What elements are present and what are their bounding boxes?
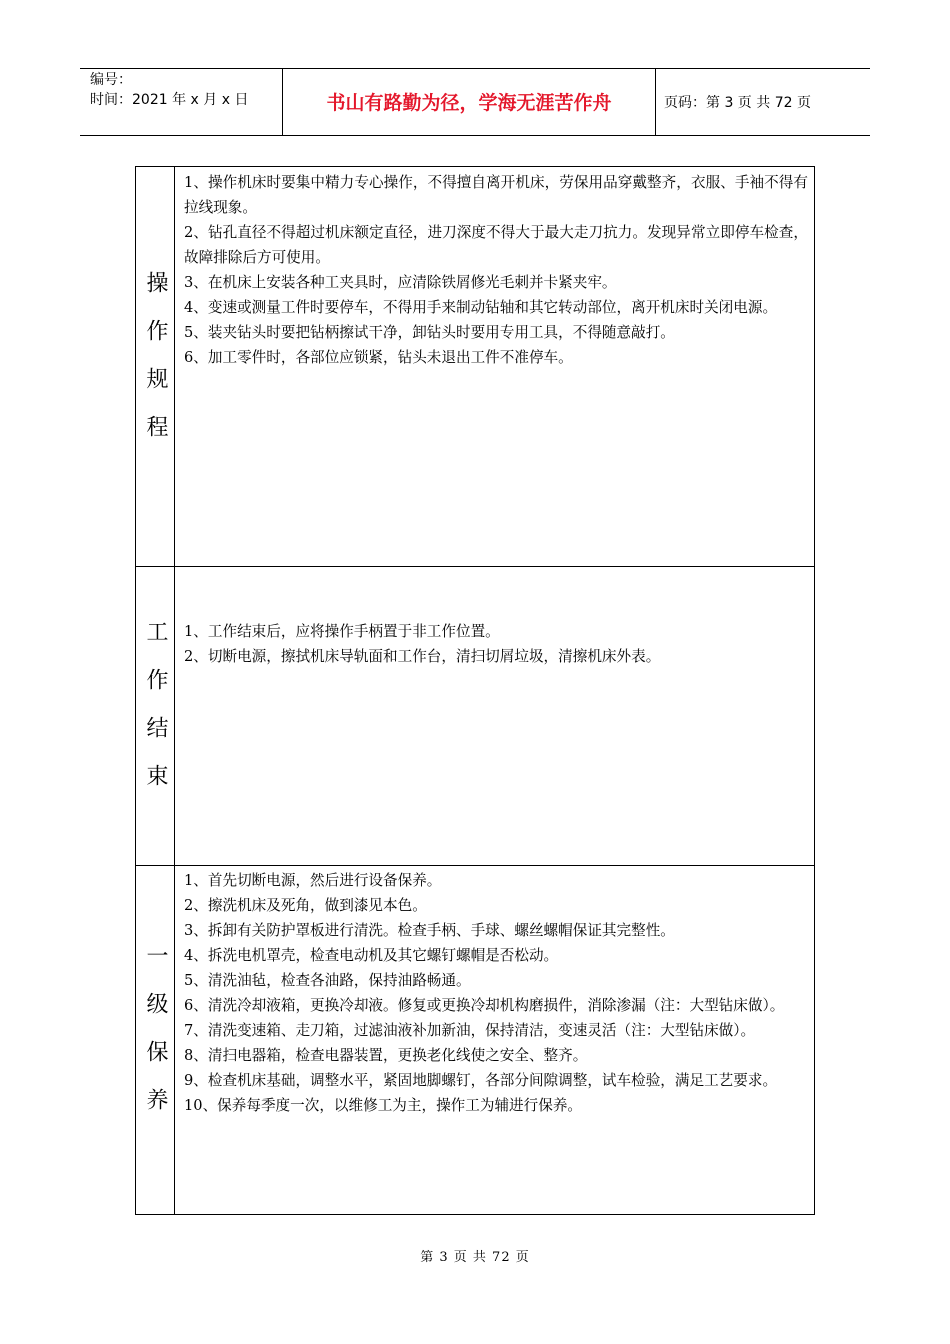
document-number-label: 编号： xyxy=(90,72,132,88)
list-item: 1、操作机床时要集中精力专心操作，不得擅自离开机床，劳保用品穿戴整齐，衣服、手袖不得有拉线现象。 xyxy=(184,174,808,216)
section-content-first-level-maintenance xyxy=(184,868,808,1118)
list-item: 10、保养每季度一次，以维修工为主，操作工为辅进行保养。 xyxy=(184,1097,583,1114)
list-item: 1、首先切断电源，然后进行设备保养。 xyxy=(184,872,442,889)
list-item: 3、在机床上安装各种工夹具时，应清除铁屑修光毛刺并卡紧夹牢。 xyxy=(184,274,617,291)
header-top-rule xyxy=(80,68,870,69)
section-title-work-end: 工作结束 xyxy=(143,620,168,812)
table-row-divider xyxy=(135,566,815,567)
list-item: 5、装夹钻头时要把钻柄擦试干净，卸钻头时要用专用工具，不得随意敲打。 xyxy=(184,324,675,341)
list-item: 2、钻孔直径不得超过机床额定直径，进刀深度不得大于最大走刀抗力。发现异常立即停车检查，故障排除后方可使用。 xyxy=(184,224,808,266)
list-item: 8、清扫电器箱，检查电器装置，更换老化线使之安全、整齐。 xyxy=(184,1047,588,1064)
section-content-operation-rules xyxy=(184,170,808,370)
header-motto: 书山有路勤为径，学海无涯苦作舟 xyxy=(326,92,612,114)
section-title-first-level-maintenance: 一级保养 xyxy=(143,944,168,1136)
table-row-divider xyxy=(135,865,815,866)
list-item: 9、检查机床基础，调整水平，紧固地脚螺钉，各部分间隙调整，试车检验，满足工艺要求。 xyxy=(184,1072,778,1089)
list-item: 4、拆洗电机罩壳，检查电动机及其它螺钉螺帽是否松动。 xyxy=(184,947,559,964)
list-item: 4、变速或测量工件时要停车，不得用手来制动钻轴和其它转动部位，离开机床时关闭电源。 xyxy=(184,299,778,316)
footer-page-number: 第 3 页 共 72 页 xyxy=(420,1250,530,1265)
header-bottom-rule xyxy=(80,135,870,136)
header-page-number: 页码：第 3 页 共 72 页 xyxy=(664,95,811,111)
header-divider xyxy=(655,68,656,135)
list-item: 7、清洗变速箱、走刀箱，过滤油液补加新油，保持清洁，变速灵活（注：大型钻床做）。 xyxy=(184,1022,756,1039)
section-title-operation-rules: 操作规程 xyxy=(143,270,168,463)
list-item: 6、清洗冷却液箱，更换冷却液。修复或更换冷却机构磨损件，消除渗漏（注：大型钻床做）。 xyxy=(184,997,785,1014)
list-item: 3、拆卸有关防护罩板进行清洗。检查手柄、手球、螺丝螺帽保证其完整性。 xyxy=(184,922,675,939)
document-time-label: 时间：2021 年 x 月 x 日 xyxy=(90,92,249,108)
section-content-work-end xyxy=(184,619,808,669)
list-item: 2、切断电源，擦拭机床导轨面和工作台，清扫切屑垃圾，清擦机床外表。 xyxy=(184,648,661,665)
list-item: 2、擦洗机床及死角，做到漆见本色。 xyxy=(184,897,427,914)
list-item: 6、加工零件时，各部位应锁紧，钻头未退出工件不准停车。 xyxy=(184,349,573,366)
header-divider xyxy=(282,68,283,135)
list-item: 1、工作结束后，应将操作手柄置于非工作位置。 xyxy=(184,623,500,640)
list-item: 5、清洗油毡，检查各油路，保持油路畅通。 xyxy=(184,972,471,989)
